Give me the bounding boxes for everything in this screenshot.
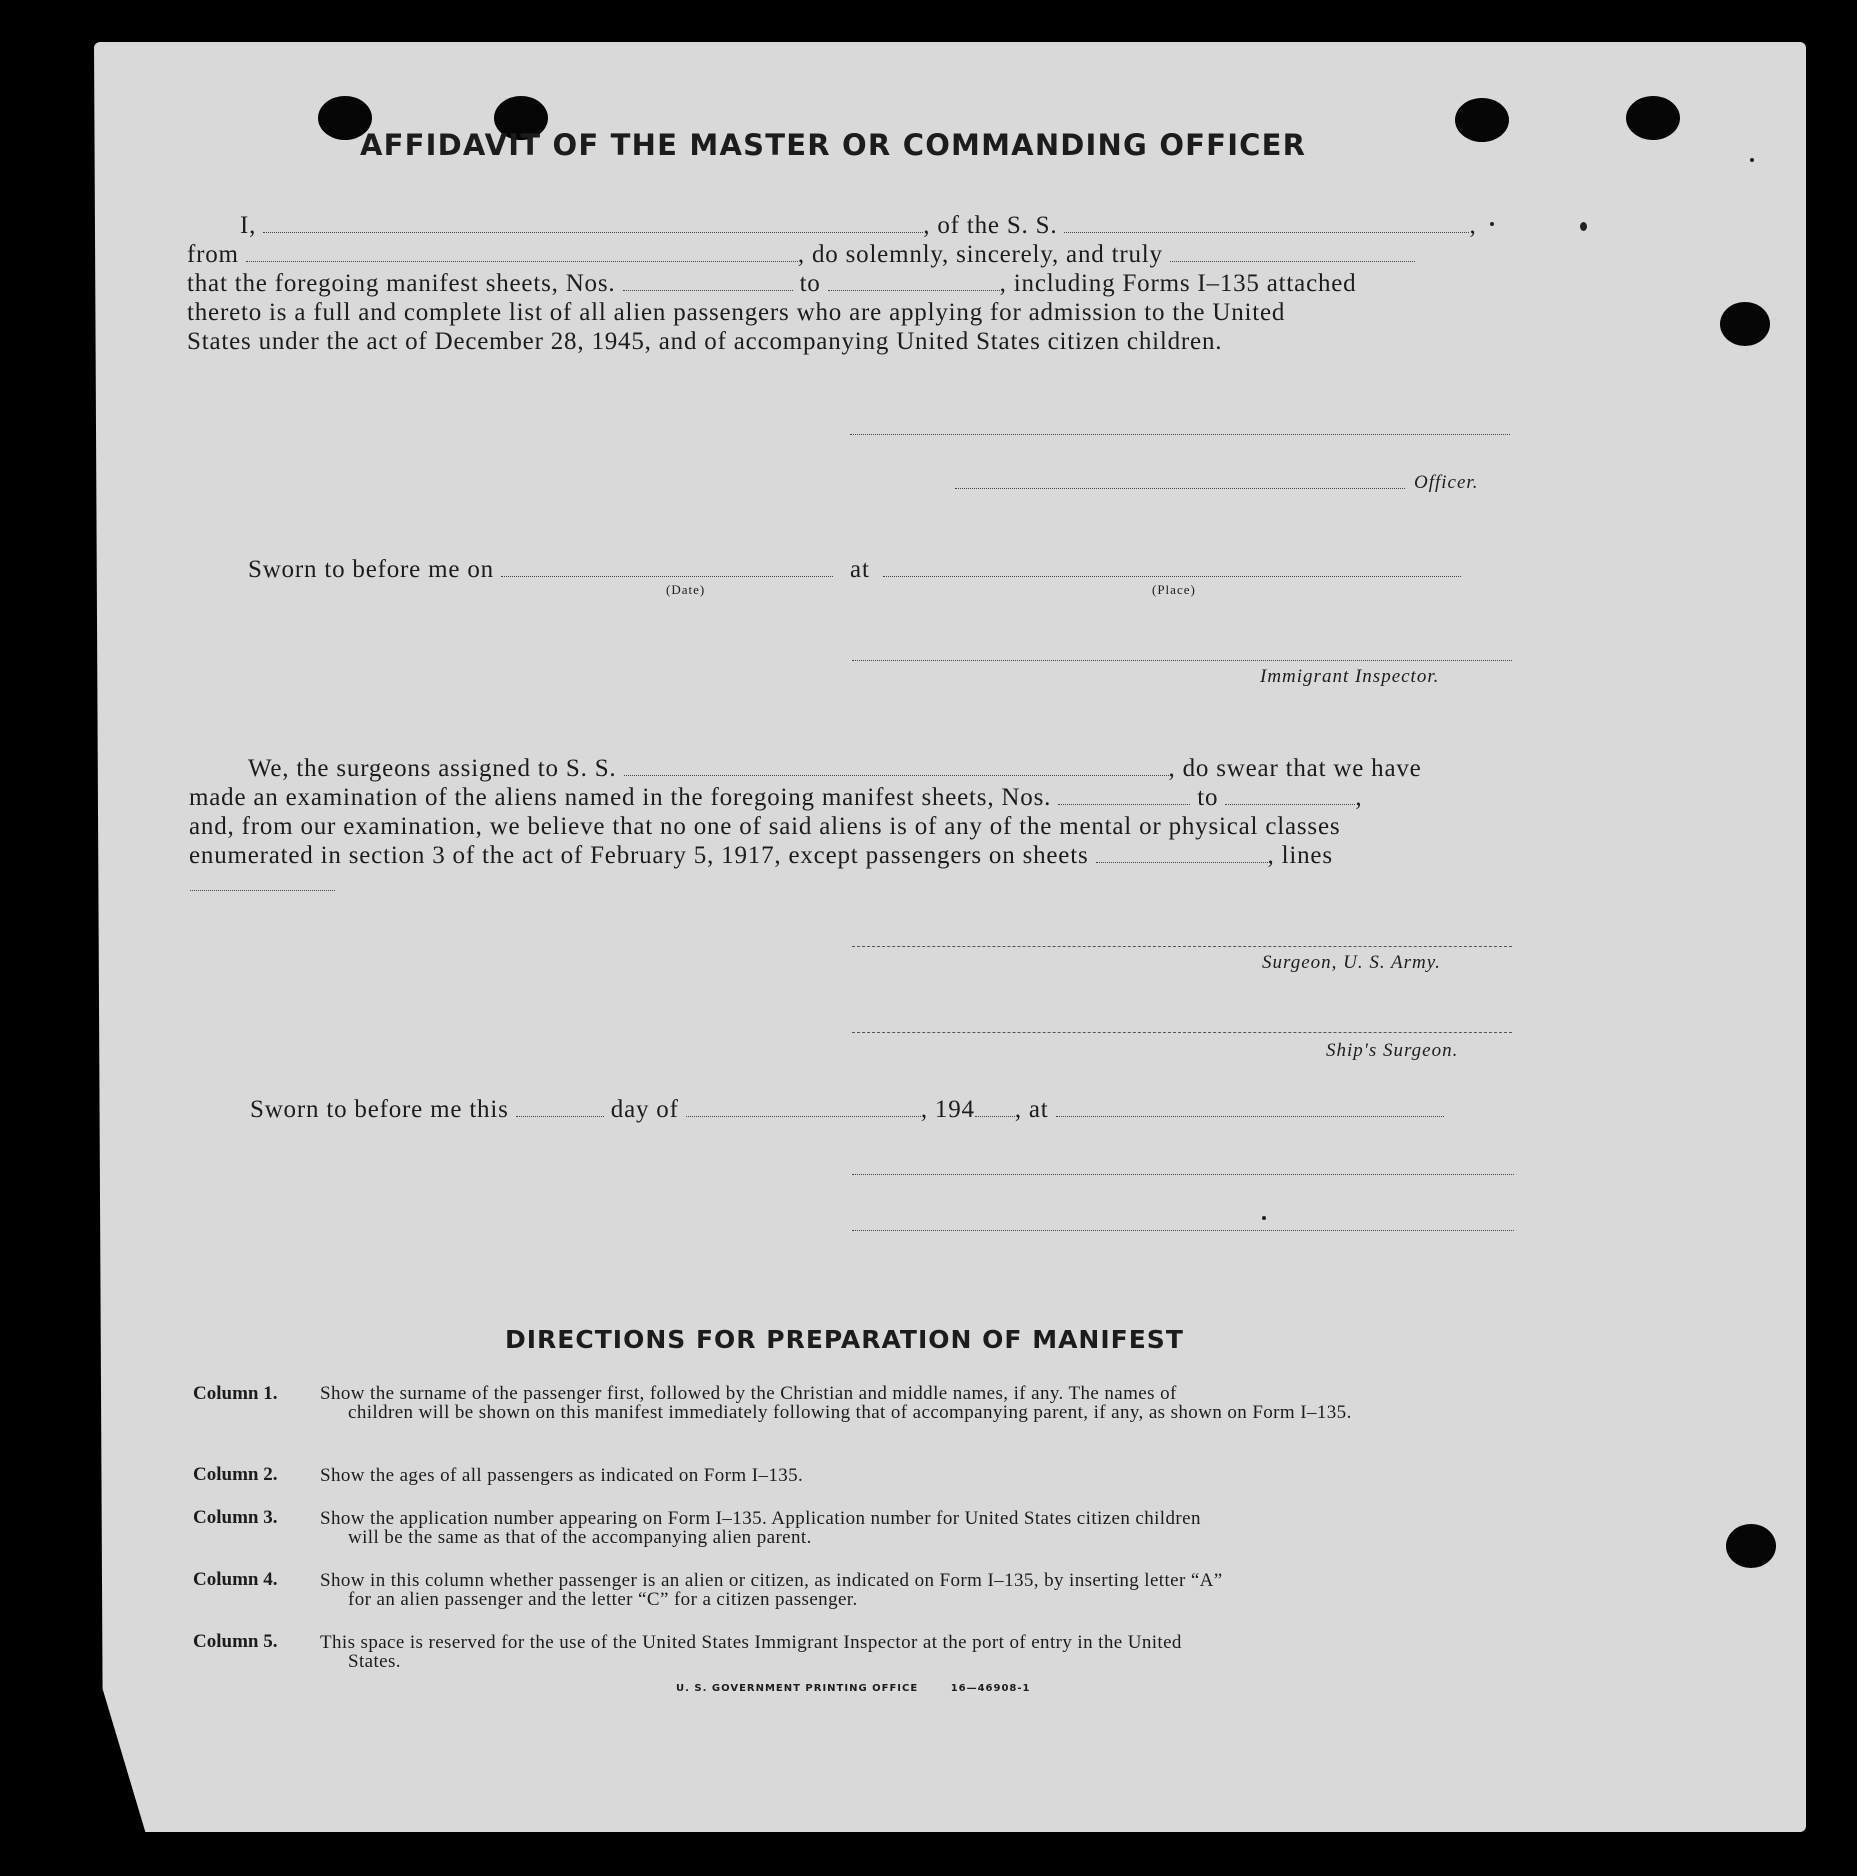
sworn2-year-field[interactable] <box>975 1096 1015 1117</box>
para2-line3: and, from our examination, we believe that no one of said aliens is of any of the mental or physical classes <box>189 813 1341 840</box>
surgeon-ship-field[interactable] <box>624 755 1169 776</box>
sheet-to-field[interactable] <box>828 270 1000 291</box>
direction-1-line1: Show the surname of the passenger first, followed by the Christian and middle names, if any. The names of <box>320 1383 1177 1404</box>
para2-enumerated: enumerated in section 3 of the act of February 5, 1917, except passengers on sheets <box>189 842 1089 869</box>
affidavit-title: AFFIDAVIT OF THE MASTER OR COMMANDING OFFICER <box>360 128 1307 162</box>
direction-1-label: Column 1. <box>193 1383 278 1404</box>
direction-3-text <box>320 1509 1520 1547</box>
directions-title: DIRECTIONS FOR PREPARATION OF MANIFEST <box>505 1325 1184 1354</box>
ship-surgeon-caption: Ship's Surgeon. <box>1326 1040 1459 1061</box>
sworn2-day-of: day of <box>610 1096 679 1123</box>
para2-swear: , do swear that we have <box>1168 755 1422 782</box>
except-sheets-field[interactable] <box>1096 842 1268 863</box>
para2-line2: made an examination of the aliens named in the foregoing manifest sheets, Nos. to , <box>189 784 1363 811</box>
direction-5-label: Column 5. <box>193 1631 278 1652</box>
direction-1-rest: children will be shown on this manifest immediately following that of accompanying parent, if any, as shown on Form I–135. <box>348 1402 1352 1423</box>
place-caption: (Place) <box>1152 582 1196 597</box>
direction-3-rest: will be the same as that of the accompanying alien parent. <box>348 1527 812 1548</box>
direction-2-label: Column 2. <box>193 1464 278 1485</box>
para2-to: to <box>1197 784 1219 811</box>
army-surgeon-signature-line[interactable] <box>852 946 1512 947</box>
speck <box>1750 158 1754 162</box>
para1-line3 <box>187 270 1356 298</box>
direction-3-line1: Show the application number appearing on Form I–135. Application number for United States citizen children <box>320 1508 1201 1529</box>
direction-4-rest: for an alien passenger and the letter “C” for a citizen passenger. <box>348 1589 858 1610</box>
sworn2-signature-line-1[interactable] <box>852 1174 1514 1175</box>
sheet-from-field[interactable] <box>623 270 793 291</box>
para2-we: We, the surgeons assigned to S. S. <box>248 755 617 782</box>
punch-hole-right-2 <box>1726 1524 1776 1568</box>
footer-printer: U. S. GOVERNMENT PRINTING OFFICE <box>676 1683 919 1694</box>
para1-line4: thereto is a full and complete list of all alien passengers who are applying for admission to the United <box>187 299 1286 326</box>
direction-1-text <box>320 1384 1520 1422</box>
sworn2-prefix: Sworn to before me this <box>250 1096 509 1123</box>
speck <box>1262 1216 1266 1220</box>
speck <box>1580 222 1587 231</box>
exam-sheet-to-field[interactable] <box>1225 784 1355 805</box>
para2-made: made an examination of the aliens named in the foregoing manifest sheets, Nos. <box>189 784 1052 811</box>
direction-4-line1: Show in this column whether passenger is an alien or citizen, as indicated on Form I–135, by inserting letter “A” <box>320 1570 1223 1591</box>
oath-field[interactable] <box>1170 241 1415 262</box>
para1-line2 <box>187 241 1415 269</box>
footer <box>676 1683 1031 1694</box>
sworn1-at: at <box>850 556 870 583</box>
sworn1-prefix: Sworn to before me on <box>248 556 494 583</box>
sworn2-place-field[interactable] <box>1056 1096 1444 1117</box>
officer-signature-line-1[interactable] <box>850 434 1510 435</box>
direction-2-line1: Show the ages of all passengers as indicated on Form I–135. <box>320 1465 804 1486</box>
date-caption: (Date) <box>666 582 706 597</box>
direction-4-text <box>320 1571 1520 1609</box>
sworn1-line <box>248 556 1461 584</box>
sworn2-month-field[interactable] <box>686 1096 921 1117</box>
army-surgeon-caption: Surgeon, U. S. Army. <box>1262 952 1441 973</box>
sworn2-at: , at <box>1014 1096 1049 1123</box>
para1-from: from <box>187 241 239 268</box>
punch-hole-top-4 <box>1626 96 1680 140</box>
para2-lines: , lines <box>1267 842 1333 869</box>
sworn1-place-field[interactable] <box>883 556 1461 577</box>
para1-to: to <box>799 270 821 297</box>
inspector-caption: Immigrant Inspector. <box>1260 666 1440 687</box>
sworn1-date-field[interactable] <box>501 556 833 577</box>
para1-foregoing: that the foregoing manifest sheets, Nos. <box>187 270 616 297</box>
para2-line1 <box>248 755 1422 783</box>
para1-line5: States under the act of December 28, 1945, and of accompanying United States citizen children. <box>187 328 1223 355</box>
except-lines-field[interactable] <box>190 890 335 891</box>
para1-of-ss: , of the S. S. <box>923 212 1058 239</box>
para2-line4 <box>189 842 1333 870</box>
para1-line1: I, , of the S. S. , <box>240 212 1477 239</box>
sworn2-year: , 194 <box>920 1096 975 1123</box>
direction-5-line1: This space is reserved for the use of the United States Immigrant Inspector at the port of entry in the United <box>320 1632 1182 1653</box>
footer-form-number: 16—46908-1 <box>950 1683 1031 1694</box>
para1-i: I, <box>240 212 257 239</box>
direction-5-rest: States. <box>348 1651 401 1672</box>
ship-name-field[interactable] <box>1064 212 1469 233</box>
para1-solemnly: , do solemnly, sincerely, and truly <box>797 241 1163 268</box>
direction-2-text <box>320 1466 1520 1485</box>
sworn2-line <box>250 1096 1444 1124</box>
direction-3-label: Column 3. <box>193 1507 278 1528</box>
name-field[interactable] <box>263 212 923 233</box>
exam-sheet-from-field[interactable] <box>1058 784 1190 805</box>
direction-4-label: Column 4. <box>193 1569 278 1590</box>
sworn2-signature-line-2[interactable] <box>852 1230 1514 1231</box>
direction-5-text <box>320 1633 1520 1671</box>
para1-including: , including Forms I–135 attached <box>999 270 1357 297</box>
punch-hole-right-1 <box>1720 302 1770 346</box>
punch-hole-top-3 <box>1455 98 1509 142</box>
officer-signature-line-2[interactable] <box>955 488 1405 489</box>
officer-caption: Officer. <box>1414 472 1479 493</box>
ship-surgeon-signature-line[interactable] <box>852 1032 1512 1033</box>
inspector-signature-line[interactable] <box>852 660 1512 661</box>
from-field[interactable] <box>246 241 798 262</box>
speck <box>1490 222 1494 226</box>
sworn2-day-field[interactable] <box>516 1096 604 1117</box>
